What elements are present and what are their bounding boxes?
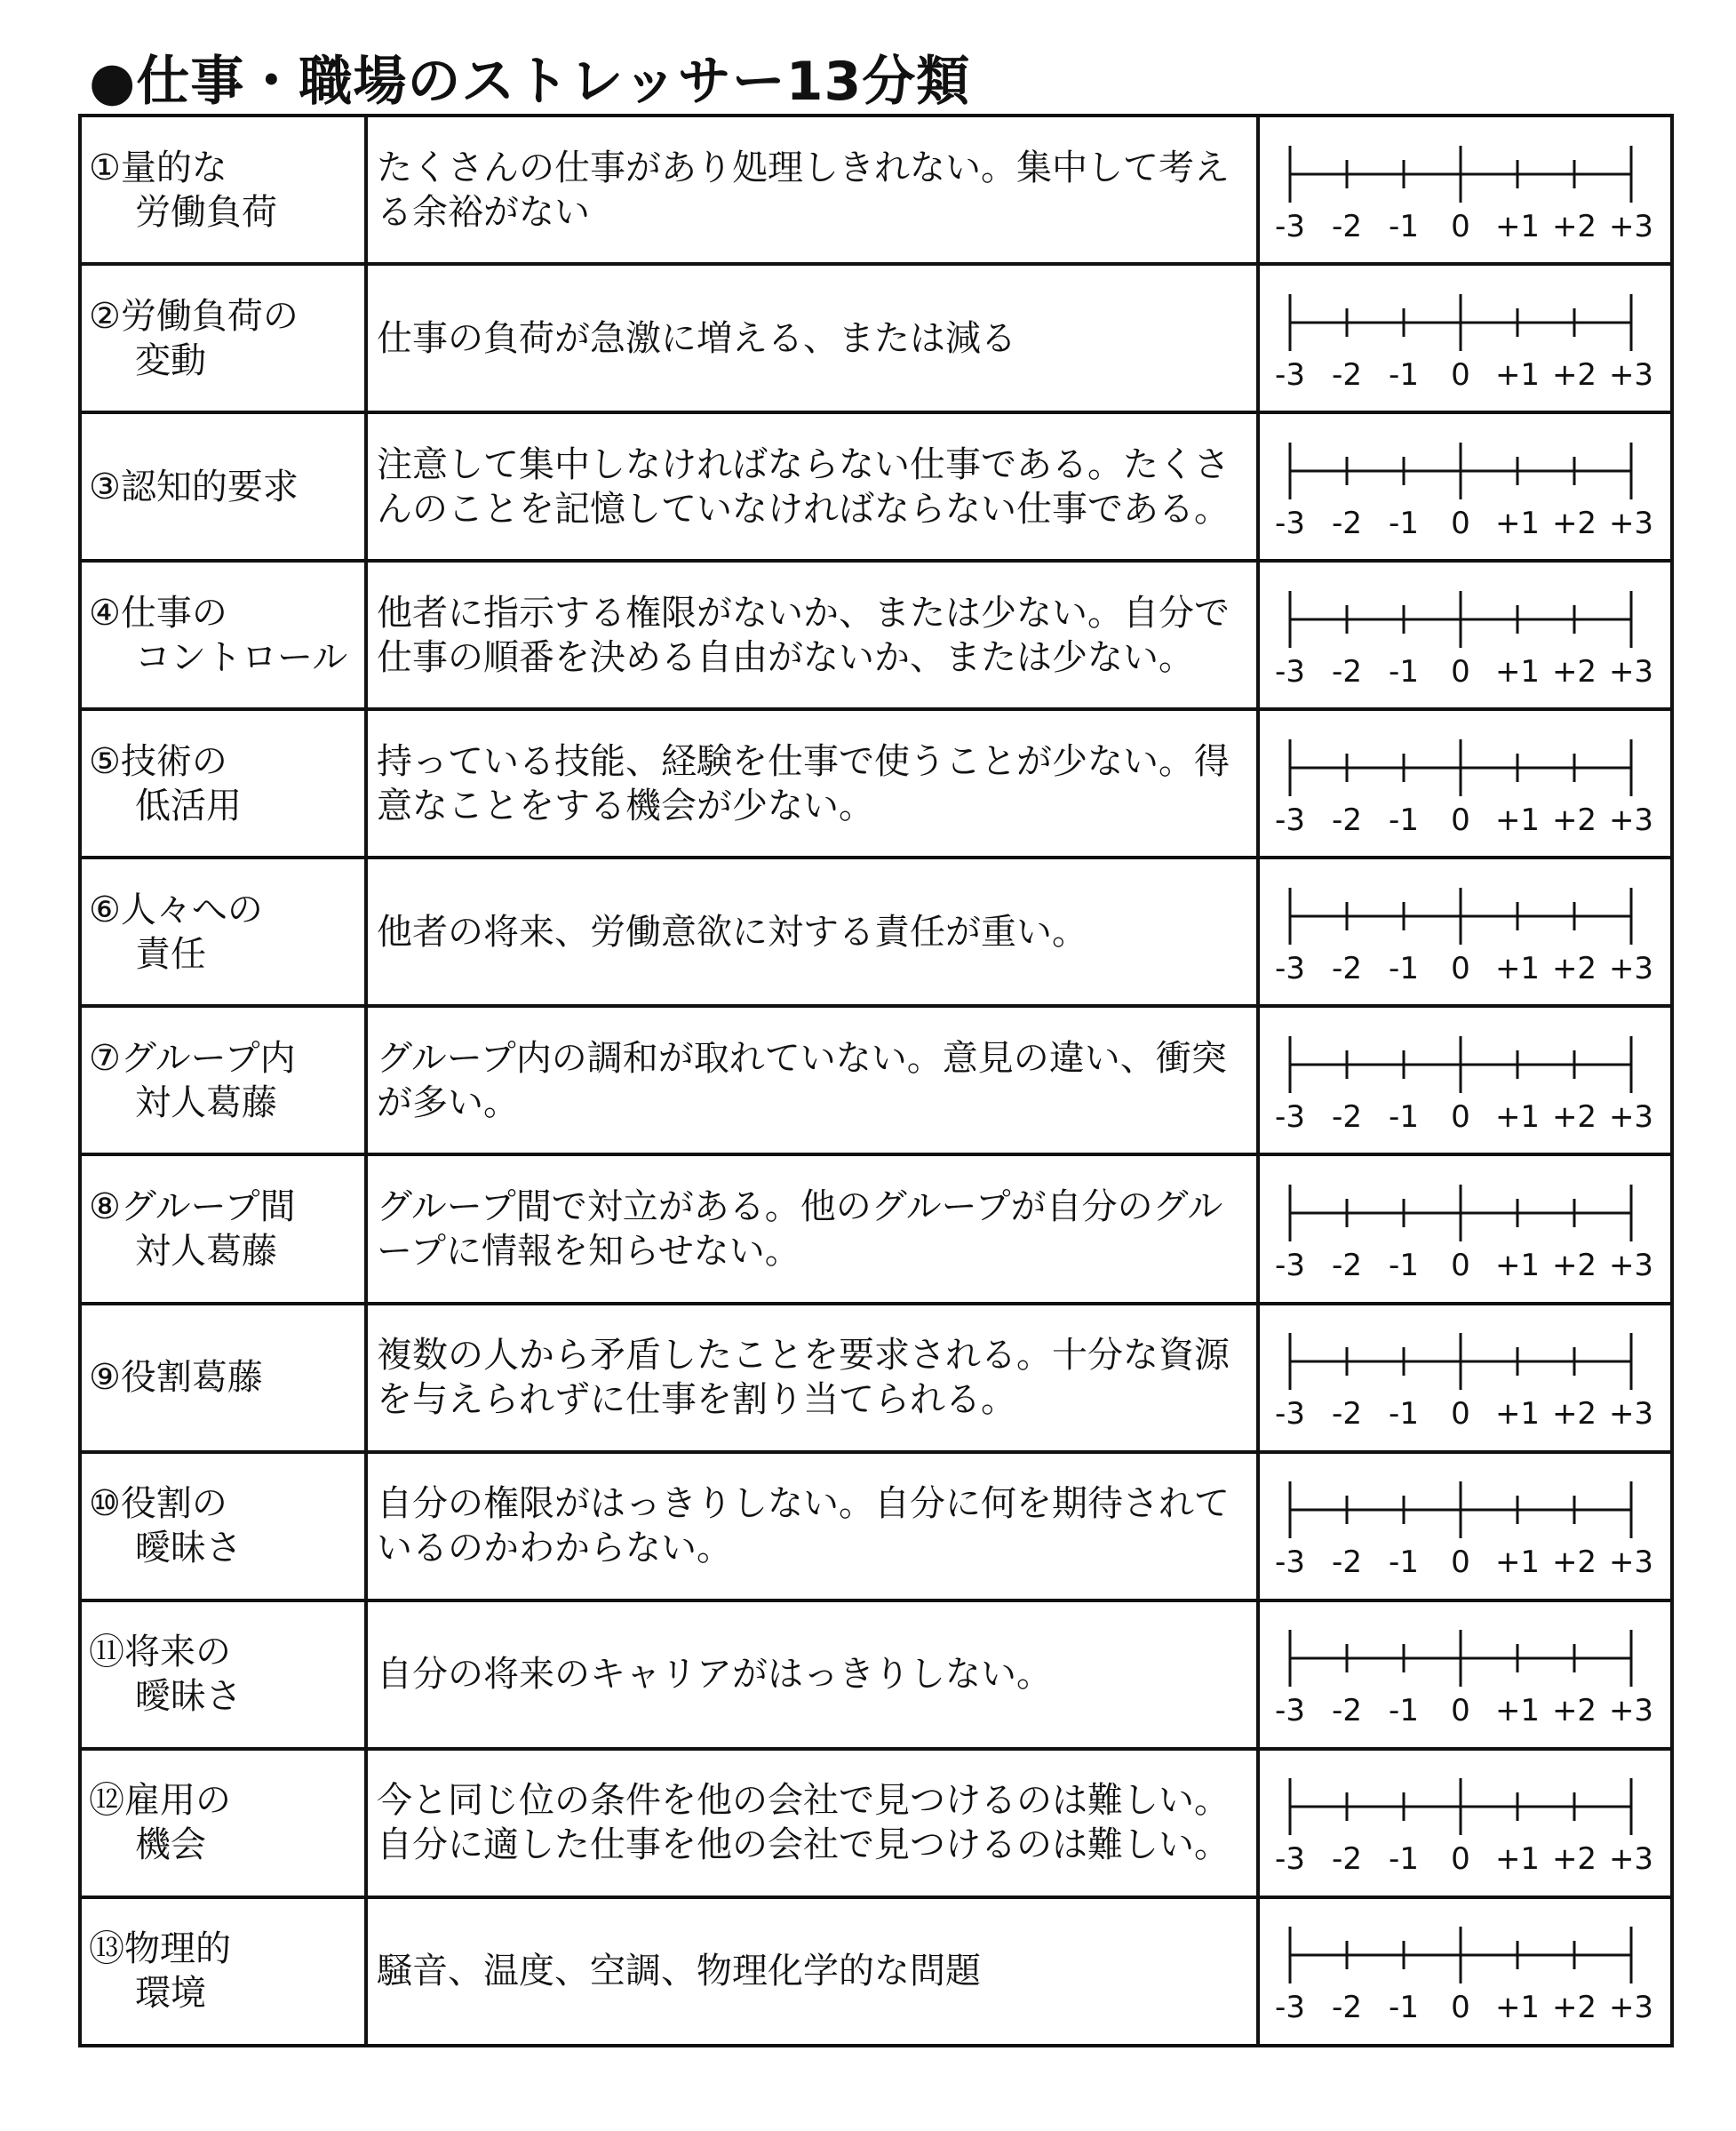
scale-tick-label: -3 [1275,356,1305,393]
category-label [82,739,364,828]
scale-tick-label: -1 [1389,1247,1419,1283]
category-label [82,146,364,235]
scale-tick-label: 0 [1451,1098,1470,1135]
description-text: グループ間で対立がある。他のグループが自分のグループに情報を知らせない。 [377,1185,1223,1272]
scale-tick-label: 0 [1451,1693,1470,1729]
scale-tick-label: -2 [1332,356,1362,393]
category-line-1 [89,1036,364,1081]
scale-tick-label: +1 [1494,505,1541,541]
category-cell [80,858,366,1006]
scale-tick-label: +2 [1551,950,1597,986]
description-cell [366,412,1258,561]
description-text: 騒音、温度、空調、物理化学的な問題 [377,1951,981,1992]
scale-tick-label: -2 [1332,802,1362,838]
table-row [80,1897,1672,2046]
rating-scale[interactable] [1260,861,1670,1003]
category-cell [80,412,366,561]
scale-tick-label: -2 [1332,1693,1362,1729]
category-line-1 [89,1481,364,1526]
scale-tick-label: +3 [1608,1544,1654,1581]
category-name: 将来の [124,1632,231,1673]
category-line-2: 環境 [135,1973,206,2015]
scale-tick-label: -3 [1275,505,1305,541]
scale-tick-label: -1 [1389,208,1419,244]
category-name: 役割の [120,1483,227,1525]
table-row [80,264,1672,412]
description-text: 持っている技能、経験を仕事で使うことが少ない。得意なことをする機会が少ない。 [377,740,1230,826]
table-row [80,1304,1672,1452]
category-name: 量的な [120,147,227,188]
scale-tick-label: -1 [1389,1544,1419,1581]
scale-tick-label: +1 [1494,1841,1541,1878]
rating-scale-cell [1258,1006,1672,1154]
description-cell [366,1600,1258,1749]
category-line-1 [89,1630,364,1674]
category-number: ① [89,147,121,188]
category-name: 人々への [120,889,263,930]
scale-tick-label: +1 [1494,1396,1541,1433]
category-number: ⑫ [89,1780,124,1822]
category-line-2: 責任 [135,933,206,975]
category-cell [80,1749,366,1897]
rating-scale-graphic[interactable] [1260,1752,1663,1894]
category-line-1 [89,294,364,339]
rating-scale[interactable] [1260,267,1670,410]
category-label [82,1778,364,1867]
category-line-2: 曖昧さ [135,1676,242,1718]
rating-scale[interactable] [1260,1900,1670,2042]
scale-tick-label: +1 [1494,950,1541,986]
category-label [82,1927,364,2015]
category-number: ⑦ [89,1037,121,1079]
scale-tick-label: +3 [1608,356,1654,393]
rating-scale-graphic[interactable] [1260,1603,1663,1745]
scale-tick-label: +3 [1608,1841,1654,1878]
scale-tick-label: +1 [1494,1247,1541,1283]
scale-tick-label: -2 [1332,1841,1362,1878]
scale-tick-label: +2 [1551,802,1597,838]
category-name: グループ間 [120,1185,296,1227]
rating-scale-graphic[interactable] [1260,1306,1663,1449]
scale-tick-label: +2 [1551,1544,1597,1581]
scale-tick-label: +2 [1551,356,1597,393]
scale-tick-label: 0 [1451,208,1470,244]
scale-tick-label: -3 [1275,1544,1305,1581]
scale-tick-label: +3 [1608,1693,1654,1729]
scale-tick-label: -2 [1332,208,1362,244]
rating-scale[interactable] [1260,1752,1670,1894]
description-text: 注意して集中しなければならない仕事である。たくさんのことを記憶していなければならない仕事である。 [377,443,1230,530]
category-cell [80,1154,366,1303]
category-line-1 [89,1185,364,1229]
rating-scale-cell [1258,1897,1672,2046]
category-cell [80,709,366,858]
scale-tick-label: +3 [1608,1247,1654,1283]
scale-tick-label: +3 [1608,1990,1654,2026]
rating-scale-graphic[interactable] [1260,1158,1663,1300]
rating-scale-cell [1258,858,1672,1006]
table-row [80,1600,1672,1749]
scale-tick-label: -3 [1275,950,1305,986]
category-number: ② [89,295,121,337]
scale-tick-label: 0 [1451,505,1470,541]
scale-tick-label: -1 [1389,802,1419,838]
description-cell [366,709,1258,858]
scale-tick-label: +3 [1608,1098,1654,1135]
rating-scale-graphic[interactable] [1260,1010,1663,1152]
scale-tick-label: -2 [1332,1098,1362,1135]
scale-tick-label: -2 [1332,653,1362,690]
scale-tick-label: 0 [1451,1841,1470,1878]
description-text: たくさんの仕事があり処理しきれない。集中して考える余裕がない [377,147,1230,233]
category-line-2: 変動 [135,339,206,381]
category-line-1 [89,146,364,190]
category-name: 認知的要求 [120,466,299,507]
scale-tick-label: +1 [1494,1098,1541,1135]
table-row [80,1452,1672,1600]
rating-scale-cell [1258,116,1672,264]
scale-tick-label: +3 [1608,653,1654,690]
category-number: ③ [89,466,121,507]
category-name: 労働負荷の [120,295,299,337]
rating-scale[interactable] [1260,1010,1670,1152]
category-line-1 [89,1355,364,1400]
category-label [82,888,364,977]
scale-tick-label: -1 [1389,356,1419,393]
category-line-2: 対人葛藤 [135,1081,277,1123]
category-cell [80,116,366,264]
description-text: 今と同じ位の条件を他の会社で見つけるのは難しい。自分に適した仕事を他の会社で見つけるのは難しい。 [377,1780,1230,1866]
rating-scale[interactable] [1260,119,1670,261]
category-line-2: 曖昧さ [135,1528,242,1569]
scale-tick-label: -2 [1332,1247,1362,1283]
category-cell [80,1897,366,2046]
scale-tick-label: -3 [1275,1693,1305,1729]
scale-tick-label: -3 [1275,208,1305,244]
category-name: 物理的 [124,1928,231,1970]
category-cell [80,1452,366,1600]
stressor-table [78,114,1674,2047]
rating-scale[interactable] [1260,564,1670,706]
description-text: グループ内の調和が取れていない。意見の違い、衝突が多い。 [377,1037,1227,1123]
scale-tick-label: -3 [1275,802,1305,838]
scale-tick-label: +3 [1608,950,1654,986]
scale-tick-label: 0 [1451,802,1470,838]
category-label [82,591,364,680]
scale-tick-label: +2 [1551,208,1597,244]
scale-tick-label: +3 [1608,208,1654,244]
description-cell [366,1154,1258,1303]
scale-tick-label: -1 [1389,1990,1419,2026]
scale-tick-label: 0 [1451,1396,1470,1433]
rating-scale-cell [1258,1600,1672,1749]
rating-scale[interactable] [1260,1603,1670,1745]
rating-scale-cell [1258,1452,1672,1600]
scale-tick-label: -2 [1332,1544,1362,1581]
table-row [80,709,1672,858]
category-line-1 [89,888,364,932]
scale-tick-label: -2 [1332,1990,1362,2026]
table-row [80,1154,1672,1303]
scale-tick-label: -1 [1389,1396,1419,1433]
table-row [80,1006,1672,1154]
table-row [80,412,1672,561]
category-label [82,1481,364,1570]
rating-scale[interactable] [1260,713,1670,855]
category-name: 技術の [120,740,227,782]
description-text: 自分の権限がはっきりしない。自分に何を期待されているのかわからない。 [377,1483,1230,1569]
description-text: 自分の将来のキャリアがはっきりしない。 [377,1654,1052,1696]
scale-tick-label: 0 [1451,1247,1470,1283]
category-number: ⑨ [89,1357,121,1399]
page-title: ●仕事・職場のストレッサー13分類 [89,51,971,113]
rating-scale[interactable] [1260,1455,1670,1597]
scale-tick-label: -1 [1389,1098,1419,1135]
category-label [82,1036,364,1125]
description-text: 複数の人から矛盾したことを要求される。十分な資源を与えられずに仕事を割り当てられる。 [377,1335,1230,1421]
scale-tick-label: +1 [1494,356,1541,393]
scale-tick-label: +3 [1608,1396,1654,1433]
scale-tick-label: -3 [1275,653,1305,690]
category-name: 役割葛藤 [120,1357,263,1399]
rating-scale[interactable] [1260,1158,1670,1300]
scale-tick-label: -3 [1275,1247,1305,1283]
category-cell [80,1600,366,1749]
category-line-2: 労働負荷 [135,191,277,233]
scale-tick-label: +1 [1494,208,1541,244]
category-line-1 [89,1778,364,1823]
category-cell [80,561,366,709]
category-label [82,1355,364,1400]
category-label [82,1630,364,1719]
scale-tick-label: +3 [1608,802,1654,838]
rating-scale-graphic[interactable] [1260,1900,1663,2042]
description-cell [366,1006,1258,1154]
description-cell [366,264,1258,412]
category-number: ⑥ [89,889,121,930]
category-name: 雇用の [124,1780,231,1822]
rating-scale-cell [1258,264,1672,412]
category-cell [80,1006,366,1154]
category-line-2: 機会 [135,1824,206,1866]
rating-scale-cell [1258,561,1672,709]
scale-tick-label: -1 [1389,950,1419,986]
category-number: ⑬ [89,1928,124,1970]
rating-scale-cell [1258,709,1672,858]
rating-scale-graphic[interactable] [1260,861,1663,1003]
category-number: ⑩ [89,1483,121,1525]
scale-tick-label: 0 [1451,950,1470,986]
scale-tick-label: +2 [1551,1990,1597,2026]
rating-scale-cell [1258,1749,1672,1897]
table-row [80,561,1672,709]
category-number: ⑪ [89,1632,124,1673]
rating-scale-graphic[interactable] [1260,416,1663,558]
description-cell [366,561,1258,709]
category-cell [80,1304,366,1452]
table-row [80,1749,1672,1897]
scale-tick-label: -1 [1389,1841,1419,1878]
category-line-2: コントロール [135,636,348,678]
scale-tick-label: +2 [1551,1693,1597,1729]
category-line-2: 低活用 [135,785,242,826]
scale-tick-label: +2 [1551,1841,1597,1878]
description-cell [366,1749,1258,1897]
rating-scale-graphic[interactable] [1260,119,1663,261]
description-text: 仕事の負荷が急激に増える、または減る [377,317,1016,359]
description-text: 他者に指示する権限がないか、または少ない。自分で仕事の順番を決める自由がないか、または少ない。 [377,592,1230,678]
category-label [82,1185,364,1273]
category-name: 仕事の [120,592,227,634]
rating-scale-graphic[interactable] [1260,713,1663,855]
category-line-2: 対人葛藤 [135,1230,277,1272]
category-label [82,465,364,509]
scale-tick-label: +1 [1494,1693,1541,1729]
scale-tick-label: -2 [1332,505,1362,541]
category-label [82,294,364,383]
rating-scale-cell [1258,1154,1672,1303]
rating-scale-graphic[interactable] [1260,1455,1663,1597]
scale-tick-label: -2 [1332,1396,1362,1433]
category-number: ④ [89,592,121,634]
scale-tick-label: +2 [1551,1396,1597,1433]
scale-tick-label: -1 [1389,1693,1419,1729]
rating-scale[interactable] [1260,416,1670,558]
scale-tick-label: 0 [1451,356,1470,393]
scale-tick-label: 0 [1451,1990,1470,2026]
scale-tick-label: +1 [1494,1544,1541,1581]
category-number: ⑤ [89,740,121,782]
description-cell [366,116,1258,264]
category-name: グループ内 [120,1037,296,1079]
scale-tick-label: -3 [1275,1396,1305,1433]
rating-scale-graphic[interactable] [1260,564,1663,706]
scale-tick-label: +2 [1551,505,1597,541]
category-line-1 [89,739,364,784]
scale-tick-label: -2 [1332,950,1362,986]
scale-tick-label: -3 [1275,1098,1305,1135]
scale-tick-label: 0 [1451,653,1470,690]
scale-tick-label: +2 [1551,1098,1597,1135]
rating-scale-cell [1258,412,1672,561]
scale-tick-label: +1 [1494,1990,1541,2026]
table-row [80,116,1672,264]
rating-scale-cell [1258,1304,1672,1452]
category-number: ⑧ [89,1185,121,1227]
scale-tick-label: 0 [1451,1544,1470,1581]
description-cell [366,858,1258,1006]
scale-tick-label: -1 [1389,505,1419,541]
category-cell [80,264,366,412]
scale-tick-label: +1 [1494,802,1541,838]
scale-tick-label: -1 [1389,653,1419,690]
scale-tick-label: +2 [1551,653,1597,690]
scale-tick-label: +1 [1494,653,1541,690]
scale-tick-label: -3 [1275,1841,1305,1878]
scale-tick-label: +3 [1608,505,1654,541]
rating-scale-graphic[interactable] [1260,267,1663,410]
scale-tick-label: -3 [1275,1990,1305,2026]
description-cell [366,1452,1258,1600]
category-line-1 [89,1927,364,1971]
category-line-1 [89,591,364,635]
description-cell [366,1304,1258,1452]
table-row [80,858,1672,1006]
category-line-1 [89,465,364,509]
description-cell [366,1897,1258,2046]
description-text: 他者の将来、労働意欲に対する責任が重い。 [377,911,1087,953]
rating-scale[interactable] [1260,1306,1670,1449]
scale-tick-label: +2 [1551,1247,1597,1283]
